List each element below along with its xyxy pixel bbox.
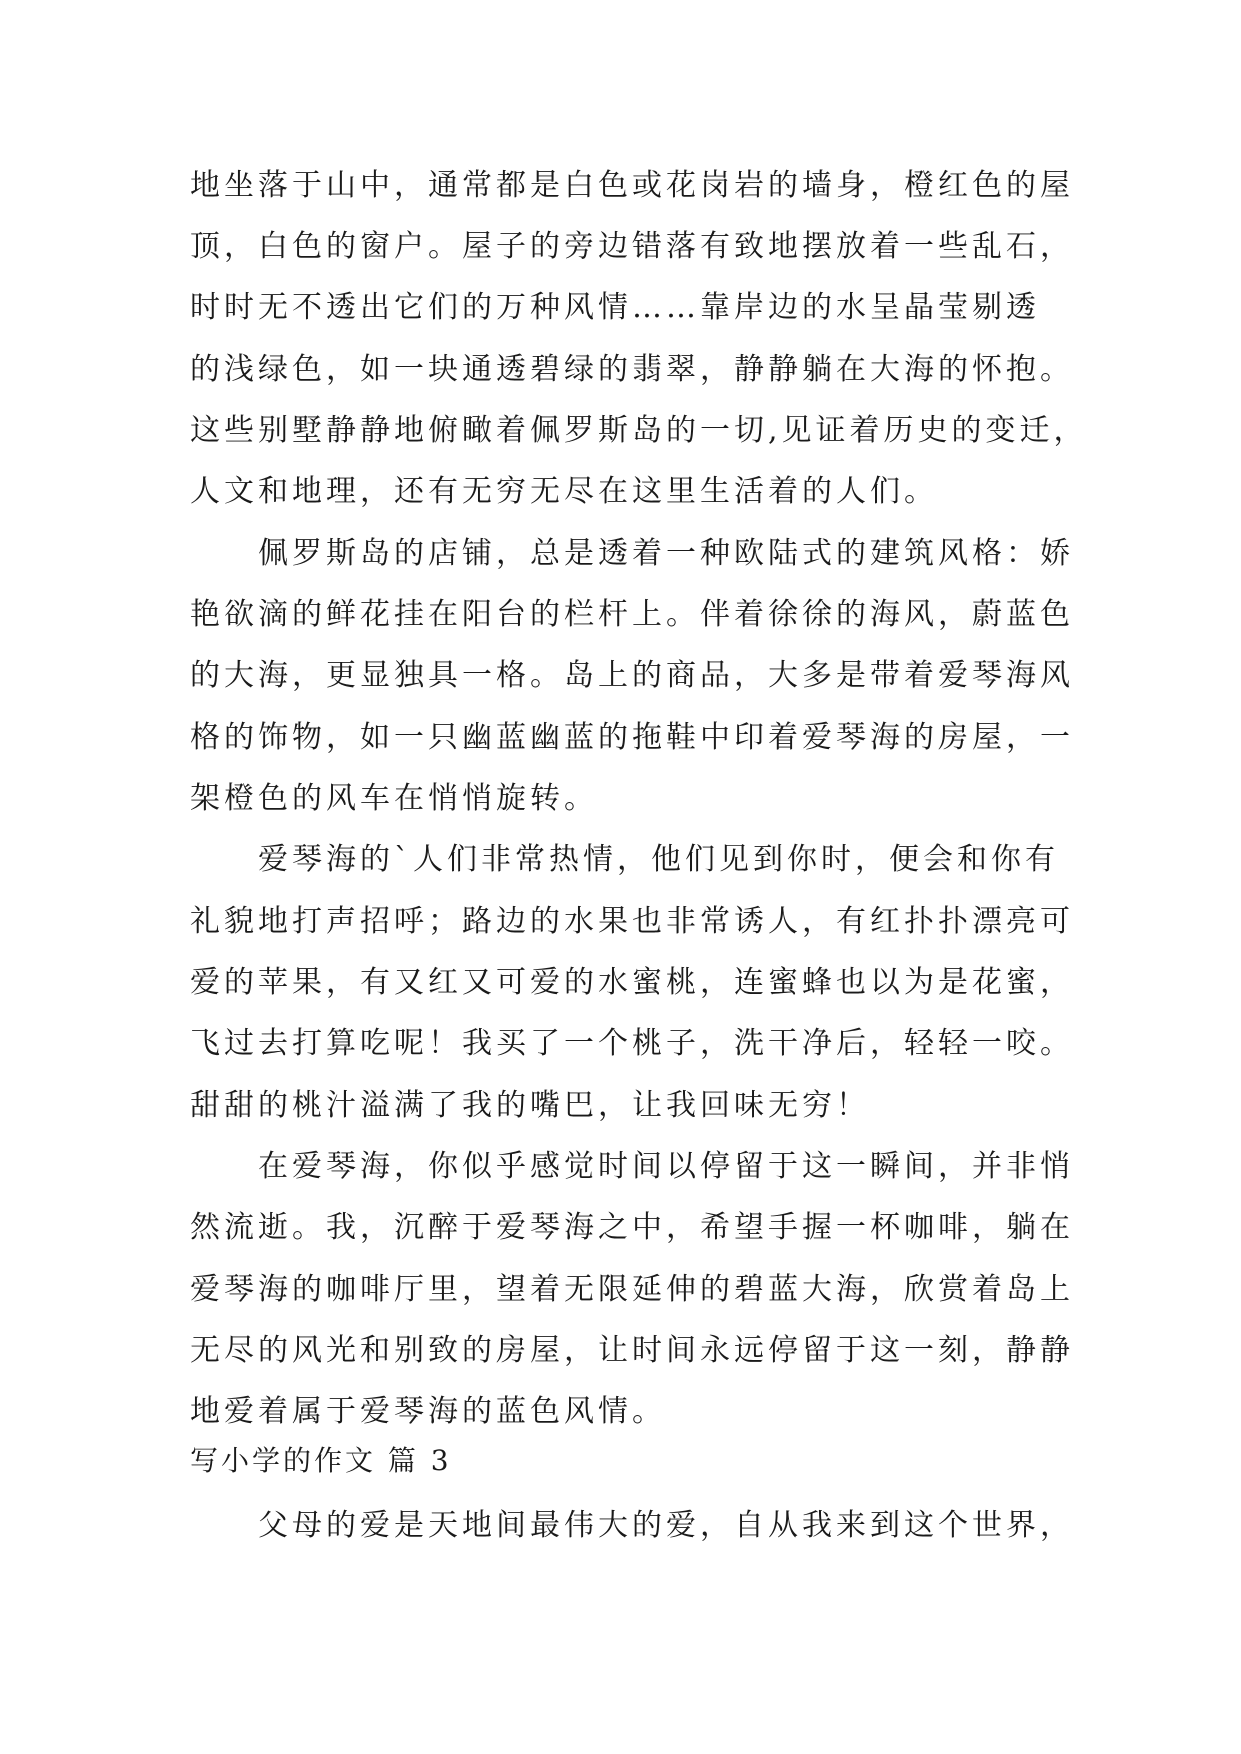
text-line: 爱的苹果，有又红又可爱的水蜜桃，连蜜蜂也以为是花蜜， (190, 965, 1074, 1000)
text-line: 然流逝。我，沉醉于爱琴海之中，希望手握一杯咖啡，躺在 (190, 1210, 1074, 1245)
text-line: 这些别墅静静地俯瞰着佩罗斯岛的一切,见证着历史的变迁， (190, 413, 1088, 448)
text-line: 地爱着属于爱琴海的蓝色风情。 (190, 1394, 666, 1429)
text-line: 艳欲滴的鲜花挂在阳台的栏杆上。伴着徐徐的海风，蔚蓝色 (190, 597, 1074, 632)
text-line: 地坐落于山中，通常都是白色或花岗岩的墙身，橙红色的屋 (190, 168, 1074, 203)
text-line: 爱琴海的咖啡厅里，望着无限延伸的碧蓝大海，欣赏着岛上 (190, 1272, 1074, 1307)
section-heading: 写小学的作文 篇 3 (190, 1444, 452, 1477)
text-line: 飞过去打算吃呢！我买了一个桃子，洗干净后，轻轻一咬。 (190, 1026, 1074, 1061)
paragraph-start-line: 佩罗斯岛的店铺，总是透着一种欧陆式的建筑风格：娇 (258, 536, 1074, 571)
text-line: 的浅绿色，如一块通透碧绿的翡翠，静静躺在大海的怀抱。 (190, 352, 1074, 387)
paragraph-start-line: 父母的爱是天地间最伟大的爱，自从我来到这个世界， (258, 1508, 1074, 1543)
text-line: 礼貌地打声招呼；路边的水果也非常诱人，有红扑扑漂亮可 (190, 904, 1074, 939)
paragraph-start-line: 在爱琴海，你似乎感觉时间以停留于这一瞬间，并非悄 (258, 1149, 1074, 1184)
text-line: 甜甜的桃汁溢满了我的嘴巴，让我回味无穷！ (190, 1088, 870, 1123)
text-line: 架橙色的风车在悄悄旋转。 (190, 781, 598, 816)
paragraph-start-line: 爱琴海的`人们非常热情，他们见到你时，便会和你有 (258, 842, 1059, 877)
text-line: 无尽的风光和别致的房屋，让时间永远停留于这一刻，静静 (190, 1333, 1074, 1368)
text-line: 的大海，更显独具一格。岛上的商品，大多是带着爱琴海风 (190, 658, 1074, 693)
text-line: 顶，白色的窗户。屋子的旁边错落有致地摆放着一些乱石， (190, 229, 1074, 264)
text-line: 人文和地理，还有无穷无尽在这里生活着的人们。 (190, 474, 938, 509)
text-line: 时时无不透出它们的万种风情……靠岸边的水呈晶莹剔透 (190, 290, 1040, 325)
text-line: 格的饰物，如一只幽蓝幽蓝的拖鞋中印着爱琴海的房屋，一 (190, 720, 1074, 755)
